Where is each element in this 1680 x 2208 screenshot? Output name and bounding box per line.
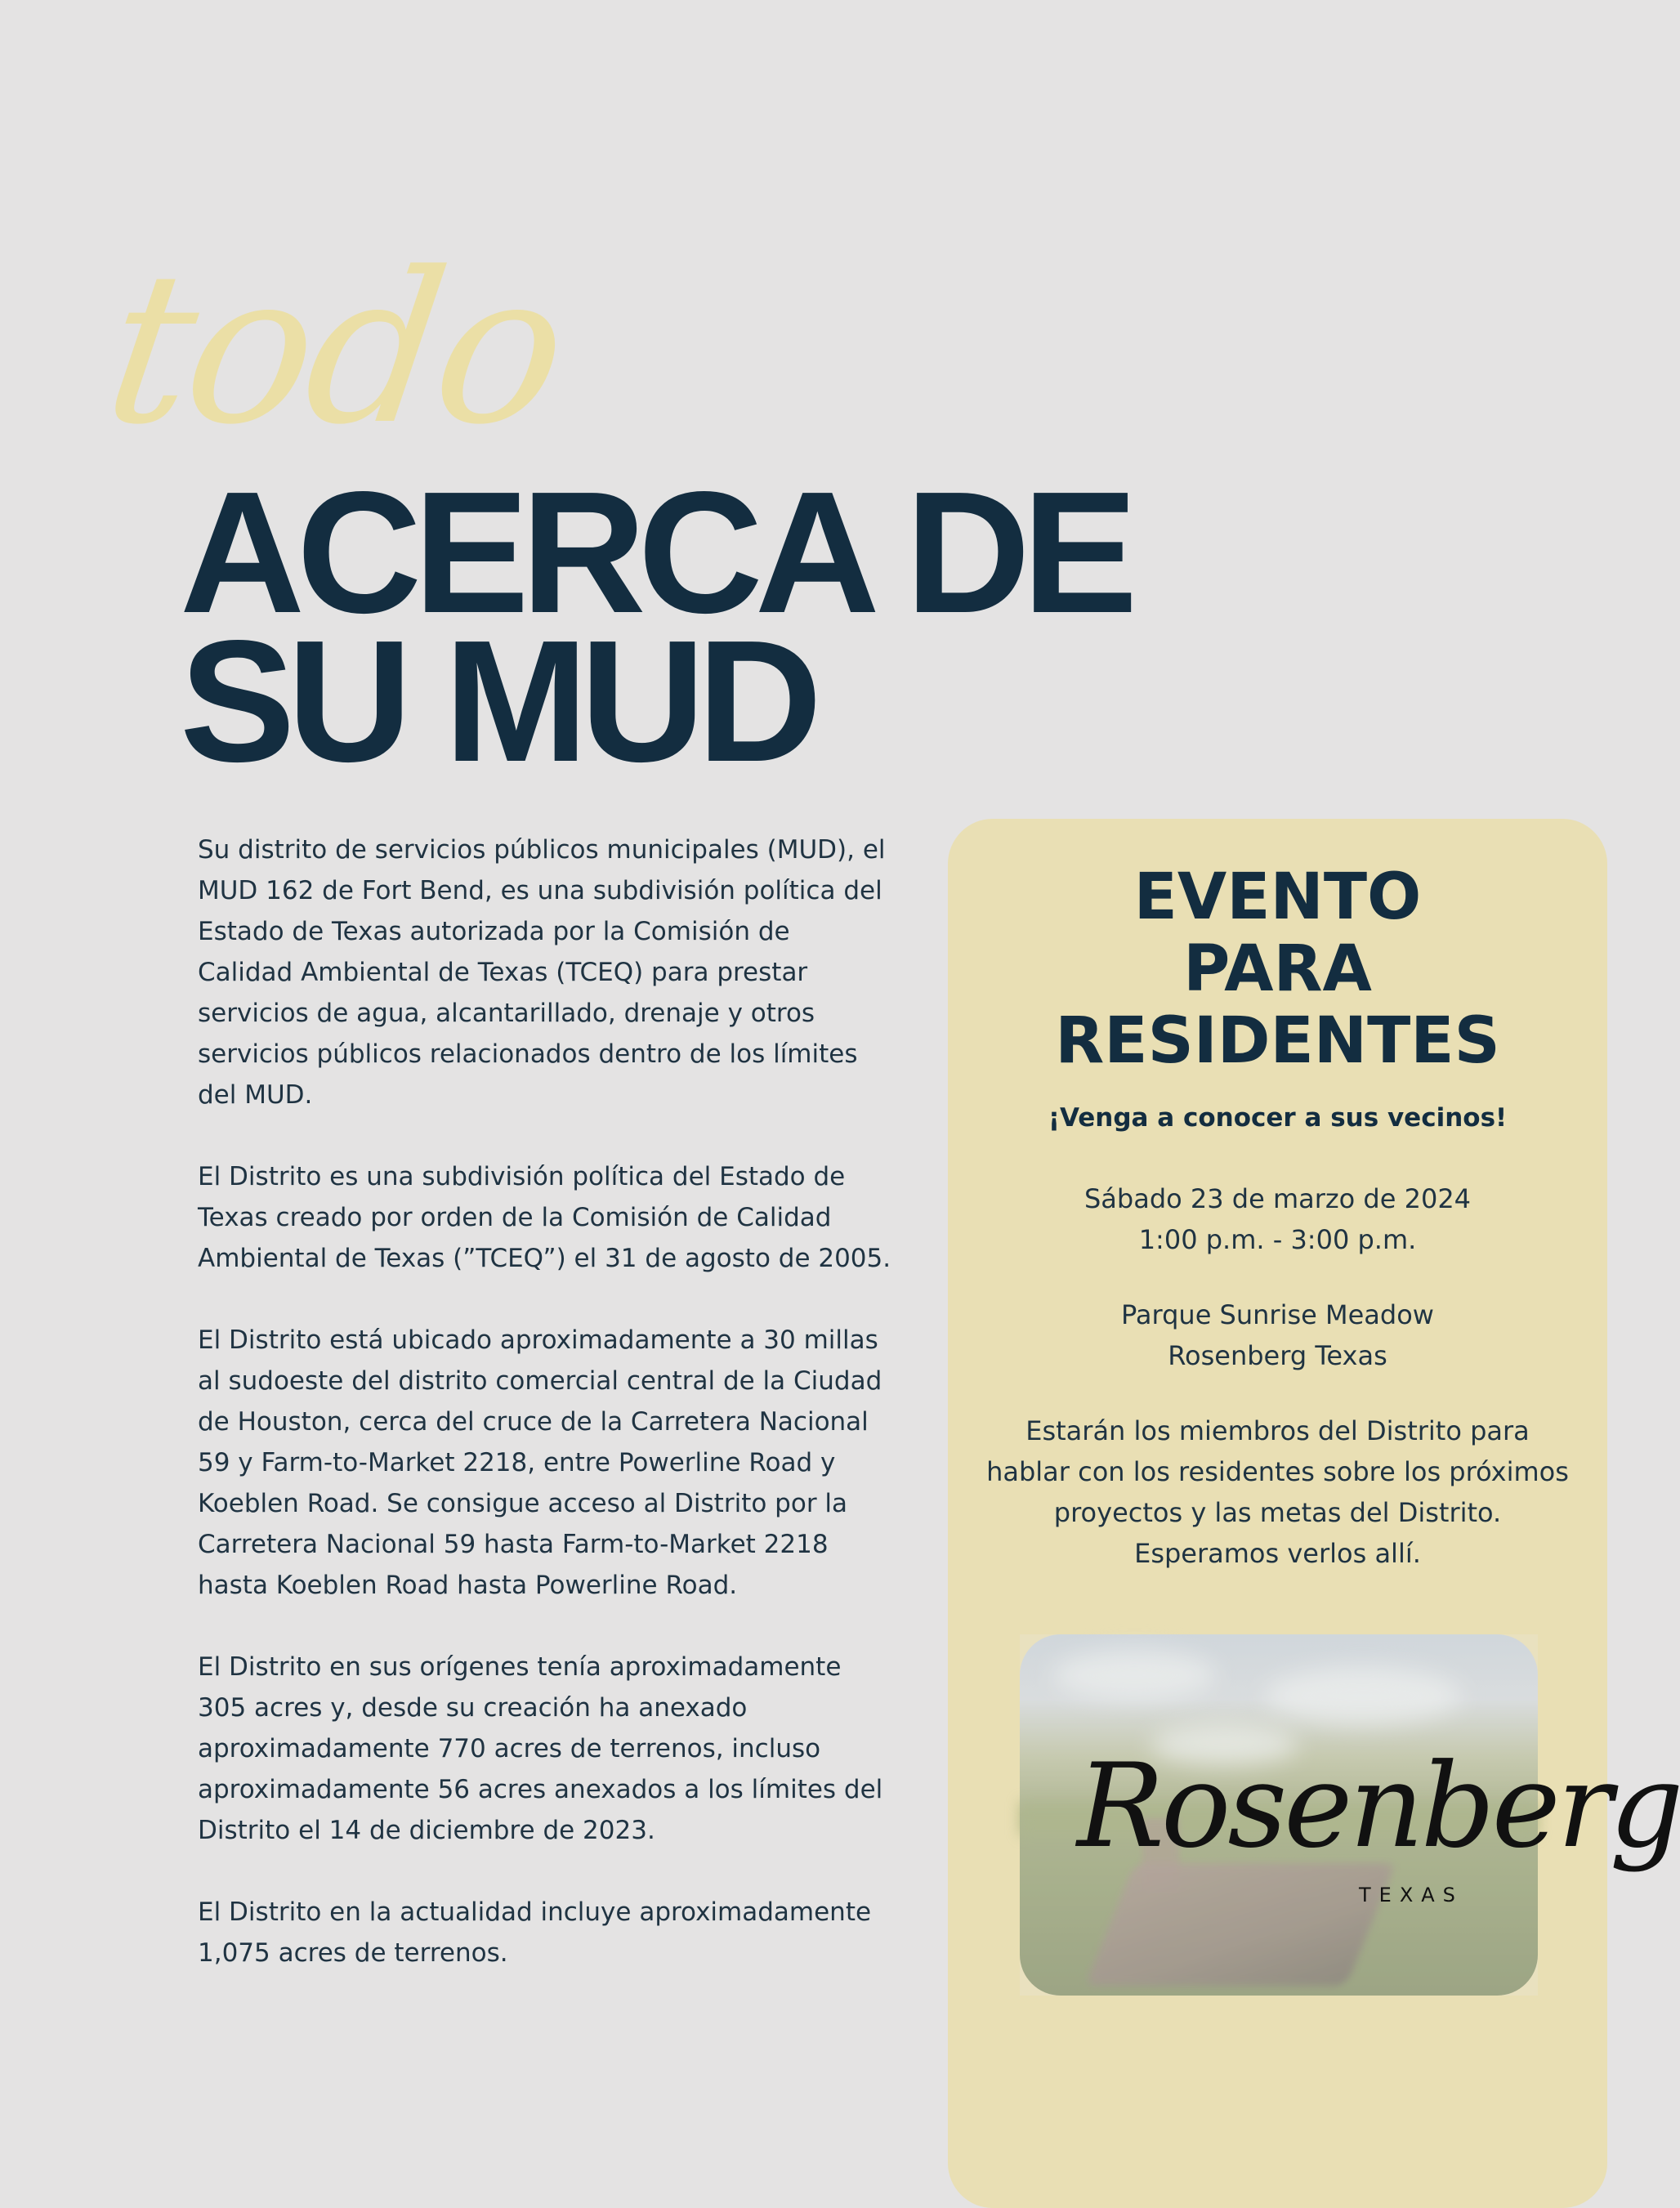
- event-date: Sábado 23 de marzo de 2024: [1084, 1183, 1472, 1214]
- event-datetime: [981, 1178, 1575, 1260]
- paragraph-district-creation: El Distrito es una subdivisión política del Estado de Texas creado por orden de la Comisión de Calidad Ambiental de Texas (”TCEQ”) el 31 de agosto de 2005.: [198, 1162, 891, 1273]
- event-location-park: Parque Sunrise Meadow: [1121, 1299, 1434, 1330]
- paragraph-district-location: El Distrito está ubicado aproximadamente a 30 millas al sudoeste del distrito comercial central de la Ciudad de Houston, cerca del cruce de la Carretera Nacional 59 y Farm-to-Market 2218, entre Powerline Road y Koeblen Road. Se consigue acceso al Distrito por la Carretera Nacional 59 hasta Farm-to-Market 2218 hasta Koeblen Road hasta Powerline Road.: [198, 1325, 882, 1600]
- event-tagline: ¡Venga a conocer a sus vecinos!: [1048, 1103, 1508, 1133]
- rosenberg-logo-subtitle: TEXAS: [1359, 1884, 1463, 1906]
- page-headline: [180, 455, 1130, 798]
- event-title: [948, 861, 1607, 1077]
- rosenberg-logo-word: Rosenberg: [1077, 1739, 1680, 1874]
- event-location: [981, 1294, 1575, 1376]
- event-title-line-3: RESIDENTES: [1055, 1004, 1500, 1078]
- rosenberg-logo: [1077, 1700, 1680, 1945]
- paragraph-mud-definition: Su distrito de servicios públicos municipales (MUD), el MUD 162 de Fort Bend, es una subdivisión política del Estado de Texas autorizada por la Comisión de Calidad Ambiental de Texas (TCEQ) para prestar servicios de agua, alcantarillado, drenaje y otros servicios públicos relacionados dentro de los límites del MUD.: [198, 835, 886, 1110]
- paragraph-district-acreage: El Distrito en sus orígenes tenía aproximadamente 305 acres y, desde su creación ha anexado aproximadamente 770 acres de terrenos, incluso aproximadamente 56 acres anexados a los límites del Distrito el 14 de diciembre de 2023.: [198, 1652, 883, 1845]
- event-location-city: Rosenberg Texas: [1168, 1340, 1387, 1371]
- decorative-script-word: todo: [93, 228, 576, 471]
- event-title-line-1: EVENTO: [1133, 860, 1422, 934]
- headline-line-1: ACERCA DE: [180, 455, 1130, 649]
- paragraph-current-acreage: El Distrito en la actualidad incluye aproximadamente 1,075 acres de terrenos.: [198, 1897, 872, 1968]
- resident-event-card: [948, 819, 1680, 2208]
- event-time: 1:00 p.m. - 3:00 p.m.: [1138, 1224, 1417, 1255]
- rosenberg-photo: [1020, 1634, 1680, 1996]
- event-title-line-2: PARA: [1183, 932, 1372, 1006]
- headline-line-2: SU MUD: [180, 604, 815, 798]
- body-copy: [198, 829, 892, 2014]
- event-description: Estarán los miembros del Distrito para hablar con los residentes sobre los próximos proyectos y las metas del Distrito. Esperamos verlos allí.: [986, 1415, 1569, 1569]
